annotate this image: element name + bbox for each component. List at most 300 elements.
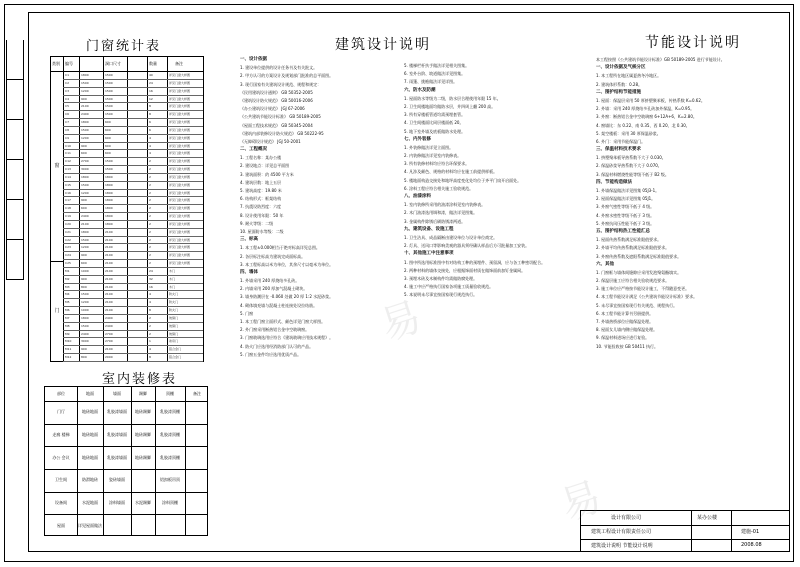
- door-table-cell: 3000: [81, 339, 89, 344]
- door-table-cell: M9: [65, 331, 70, 336]
- door-table-cell: C10: [65, 143, 71, 148]
- text-line: 六、防水及防潮: [404, 87, 436, 93]
- table-row-line: [63, 322, 203, 323]
- table-row-line: [63, 142, 203, 143]
- door-table-cell: 900: [81, 253, 87, 258]
- door-table-cell: 2100: [105, 276, 113, 281]
- text-line: 三、标高: [240, 237, 258, 243]
- door-table-cell: C15: [65, 182, 71, 187]
- text-line: 2. 木门油漆选用调和漆，做法详见图集。: [404, 210, 478, 216]
- door-table-cell: 详见门窗大样图: [169, 127, 191, 132]
- door-table-cell: 2100: [105, 300, 113, 305]
- door-table-cell: 6: [149, 120, 151, 125]
- deco-table-cell: 地砖地面: [82, 409, 98, 415]
- deco-table-cell: 屋面: [57, 522, 65, 528]
- door-table-cell: 8: [149, 355, 151, 360]
- door-table-cell: C24: [65, 253, 71, 258]
- door-table-cell: 详见门窗大样图: [169, 182, 191, 187]
- text-line: 1. 室内装修所采用的油漆涂料见室内装修表。: [404, 202, 486, 208]
- door-table-cell: 2: [149, 174, 151, 179]
- door-table-cell: M3: [65, 284, 70, 289]
- door-table-cell: M10: [65, 339, 72, 344]
- door-table-cell: 详见门窗大样图: [169, 80, 191, 85]
- text-line: 1. 屋面传热系数满足标准限值要求。: [596, 237, 662, 243]
- door-hdr-type: 类别: [52, 61, 60, 66]
- deco-row-line: [45, 401, 207, 402]
- door-table-cell: 详见门窗大样图: [169, 253, 191, 258]
- text-line: 1. 本工程门窗立面形式、颜色详见门窗大样图。: [240, 319, 326, 324]
- text-line: 3. 外窗气密性等级不低于 4 级。: [596, 204, 655, 210]
- door-table-cell: 1500: [105, 159, 113, 164]
- text-line: 3. 所有穿楼板管道均需预埋套管。: [404, 112, 466, 118]
- text-line: 八、油漆涂料: [404, 194, 431, 199]
- door-table-cell: 40: [149, 73, 153, 77]
- door-table-cell: 1500: [105, 96, 113, 101]
- door-table-cell: 4: [149, 143, 151, 148]
- door-table-cell: 1500: [81, 80, 89, 85]
- text-line: 1. 屋面防水等级为二级，防水层合理使用年限 15 年。: [404, 95, 501, 101]
- door-table-cell: C2: [65, 80, 70, 85]
- table-row-line: [63, 126, 203, 127]
- text-line: 4. 卫生间楼面比同层楼面低 20。: [404, 120, 464, 126]
- text-line: 1. 外装修做法详见立面图。: [404, 144, 454, 150]
- door-table-cell: 铝合金门: [169, 355, 182, 360]
- text-line: 1. 外墙保温做法详见图集 05J3-1。: [596, 188, 660, 193]
- deco-header-cell: 踢脚: [139, 391, 147, 396]
- text-line: 5. 外窗抗风压性能不低于 3 级。: [596, 220, 655, 226]
- text-line: 2. 屋面保温做法详见图集 05J1。: [596, 196, 656, 202]
- door-table-cell: 详见门窗大样图: [169, 120, 191, 125]
- table-row-line: [63, 228, 203, 229]
- door-table-cell: 2400: [105, 323, 113, 328]
- door-table-cell: 1800: [105, 206, 113, 211]
- door-window-table: [50, 56, 204, 362]
- text-line: 十、其他施工中注意事项: [404, 251, 454, 257]
- door-table-cell: 1500: [81, 237, 89, 242]
- door-table-cell: 600: [105, 127, 111, 132]
- text-line: 6. 本工程节能计算书另册提供。: [596, 310, 654, 316]
- door-table-cell: 2100: [105, 268, 113, 273]
- door-table-cell: 木门: [169, 268, 176, 273]
- deco-table-cell: 水泥地面: [82, 500, 98, 505]
- text-line: 1. 图中所选用标准图中有对结构工种的预埋件、预留洞，应与各工种密切配合。: [404, 259, 546, 265]
- text-line: 5. 未尽事宜按国家现行有关规范、规程执行。: [596, 302, 678, 308]
- tb-company: 设计有限公司: [611, 515, 642, 521]
- door-table-cell: 详见门窗大样图: [169, 206, 191, 211]
- door-table-cell: 2: [149, 245, 151, 250]
- tb-drawing-no: 建施-01: [741, 529, 760, 535]
- text-line: 四、节能构造做法: [596, 179, 632, 185]
- door-table-cell: 详见门窗大样图: [169, 229, 191, 234]
- text-line: 1. 卫生洁具、成品隔断由建设单位与设计单位商定。: [404, 234, 498, 240]
- door-table-cell: 2400: [81, 331, 89, 336]
- door-table-cell: C16: [65, 190, 71, 195]
- text-line: 2. 保温层施工应符合相关验收规范要求。: [596, 278, 670, 284]
- table-row-line: [63, 259, 203, 260]
- deco-table-cell: 乳胶漆墙面: [107, 454, 127, 460]
- door-table-cell: 1200: [81, 190, 89, 195]
- text-line: 6. 室外台阶、坡道做法详见图集。: [404, 71, 466, 77]
- door-table-cell: 2400: [105, 315, 113, 320]
- tb-company2: 建筑工程设计有限责任公司: [591, 529, 652, 535]
- text-line: 3. 预埋木砖及木制构件均需做防腐处理。: [404, 275, 478, 281]
- table-row-line: [63, 95, 203, 96]
- door-table-cell: 1500: [81, 323, 89, 328]
- text-line: 4. 建筑层数：地上五层: [240, 179, 282, 185]
- door-table-cell: 1800: [81, 315, 89, 320]
- door-table-cell: 1800: [105, 182, 113, 187]
- door-table-cell: C13: [65, 167, 71, 172]
- deco-table-cell: 乳胶漆顶棚: [160, 409, 180, 415]
- text-line: 3. 外窗传热系数及遮阳系数满足标准限值要求。: [596, 253, 682, 259]
- door-table-cell: 2700: [81, 159, 89, 164]
- door-table-cell: 2: [149, 331, 151, 336]
- door-table-cell: 2400: [81, 214, 89, 219]
- text-line: 2. 内墙采用 200 厚加气混凝土砌块。: [240, 286, 308, 292]
- text-line: 5. 门窗: [240, 310, 254, 316]
- door-table-cell: 900: [81, 198, 87, 203]
- text-line: 2. 保温砂浆导热系数不大于 0.070。: [596, 163, 662, 169]
- door-table-cell: 2400: [81, 112, 89, 117]
- text-line: 3. 建筑面积：约 4500 平方米: [240, 171, 294, 177]
- door-table-cell: 2: [149, 237, 151, 242]
- door-table-cell: 防火门: [169, 308, 179, 313]
- text-line: 4. 施工中应严格执行国家各项施工质量验收规范。: [404, 284, 494, 290]
- door-hdr-qty: 数量: [149, 61, 157, 66]
- arch-design-title: 建筑设计说明: [335, 37, 431, 53]
- door-table-cell: 2100: [81, 104, 89, 109]
- door-table-cell: C22: [65, 237, 71, 242]
- deco-table-cell: 乳胶漆墙面: [107, 409, 127, 415]
- table-row-line: [63, 134, 203, 135]
- text-line: 2. 内装修做法详见室内装修表。: [404, 153, 462, 159]
- door-table-cell: C1: [65, 73, 70, 77]
- door-table-cell: 900: [81, 276, 87, 281]
- deco-table-cell: 乳胶漆顶棚: [160, 454, 180, 460]
- text-line: 二、工程概况: [240, 147, 267, 153]
- deco-header-cell: 部位: [57, 391, 65, 396]
- door-table-cell: 1000: [81, 268, 89, 273]
- door-table-cell: 玻璃门: [169, 323, 179, 328]
- door-table-cell: M12: [65, 355, 72, 360]
- text-line: 7. 外墙热桥部位应做保温处理。: [596, 319, 654, 324]
- text-line: 10. 节能验收按 GB 50411 执行。: [596, 343, 659, 349]
- door-table-cell: 24: [149, 268, 153, 273]
- door-table-cell: 防火门: [169, 300, 179, 305]
- door-table-cell: 详见门窗大样图: [169, 174, 191, 179]
- door-table-cell: 详见门窗大样图: [169, 167, 191, 172]
- title-block: [580, 510, 790, 552]
- door-table-cell: 1500: [105, 167, 113, 172]
- text-line: 5. 架空楼板：采用 30 厚保温砂浆。: [596, 130, 661, 136]
- deco-header-cell: 墙面: [113, 391, 121, 396]
- door-table-cell: 2100: [105, 347, 113, 352]
- deco-table-cell: 铝扣板吊顶: [160, 477, 180, 483]
- door-table-cell: C8: [65, 127, 70, 132]
- door-hdr-size: 洞口尺寸: [105, 61, 121, 66]
- door-table-cell: C25: [65, 261, 71, 266]
- door-table-cell: 4: [149, 292, 151, 297]
- interior-deco-table: [44, 386, 208, 536]
- door-table-cell: M5: [65, 300, 70, 305]
- door-table-cell: 详见门窗大样图: [169, 143, 191, 148]
- text-line: 二、围护结构节能措施: [596, 89, 641, 95]
- text-line: 5. 楼梯栏杆扶手做法详见相关图集。: [404, 63, 470, 68]
- text-line: 4. 凡涉及颜色、规格的材料均应在施工前提供样板。: [404, 169, 498, 175]
- door-table-cell: 3000: [81, 167, 89, 172]
- text-line: 1. 工程名称：某办公楼: [240, 155, 282, 161]
- deco-table-cell: 水泥踢脚: [135, 500, 151, 505]
- deco-table-cell: 乳胶漆顶棚: [160, 432, 180, 437]
- door-table-cell: C4: [65, 96, 70, 101]
- door-table-cell: 4: [149, 300, 151, 305]
- door-table-cell: 1200: [81, 300, 89, 305]
- text-line: 9. 耐火等级：二级: [240, 220, 274, 226]
- door-table-cell: 2: [149, 190, 151, 195]
- arch-text-column-2: [404, 62, 545, 299]
- door-table-cell: 2700: [105, 331, 113, 336]
- door-table-cell: 1500: [81, 182, 89, 187]
- text-line: 1. 建设单位提供的设计任务书及有关批文。: [240, 65, 318, 71]
- deco-row-line: [45, 469, 207, 470]
- door-table-cell: C20: [65, 221, 71, 226]
- table-row-line: [63, 345, 203, 346]
- door-table-cell: 1800: [105, 221, 113, 226]
- text-line: 2. 两种材料的墙体交接处，应根据饰面材质在做饰面前加钉金属网。: [404, 267, 526, 273]
- door-table-cell: 详见门窗大样图: [169, 104, 191, 109]
- tb-drawing: 建筑设计说明 节能设计说明: [591, 543, 653, 549]
- door-table-cell: 详见门窗大样图: [169, 151, 191, 156]
- door-table-cell: 1200: [81, 245, 89, 250]
- door-table-cell: 2: [149, 253, 151, 258]
- arch-text-column-1: [240, 56, 333, 359]
- door-table-cell: 8: [149, 104, 151, 109]
- door-hdr-code: 编号: [65, 61, 73, 66]
- text-line: 4. 砌体填充墙与混凝土柱连接处设拉结筋。: [240, 302, 318, 308]
- table-row-line: [63, 189, 203, 190]
- deco-table-cell: 卫生间: [55, 477, 67, 483]
- table-row-line: [63, 330, 203, 331]
- deco-table-cell: 地砖地面: [82, 432, 98, 437]
- door-table-cell: 卷帘门: [169, 339, 179, 344]
- text-line: 1. 屋面：保温层采用 50 厚挤塑聚苯板，传热系数 K=0.62。: [596, 97, 705, 103]
- door-table-cell: 详见门窗大样图: [169, 221, 191, 226]
- text-line: 5. 本说明未尽事宜按国家现行规范执行。: [404, 292, 478, 298]
- deco-table-cell: 瓷砖墙面: [109, 477, 125, 483]
- text-line: 一、设计依据及气候分区: [596, 65, 646, 71]
- text-line: 3. 墙身防潮层在 -0.060 处做 20 厚 1:2 水泥砂浆。: [240, 294, 334, 300]
- door-table-cell: 4: [149, 135, 151, 140]
- door-table-cell: 2100: [105, 245, 113, 250]
- table-row-line: [63, 181, 203, 182]
- door-table-cell: 1500: [81, 292, 89, 297]
- door-table-cell: C14: [65, 174, 71, 179]
- door-table-cell: 1800: [105, 214, 113, 219]
- door-table-cell: 防火门: [169, 292, 179, 297]
- deco-row-line: [45, 514, 207, 515]
- door-table-cell: M6: [65, 308, 70, 313]
- text-line: 《建筑设计防火规范》 GB 50016-2006: [240, 97, 313, 103]
- door-table-cell: 2100: [105, 253, 113, 258]
- door-table-cell: 900: [81, 96, 87, 101]
- door-table-cell: 1: [149, 339, 151, 344]
- table-row-line: [63, 337, 203, 338]
- text-line: 4. 外窗水密性等级不低于 3 级。: [596, 212, 655, 218]
- table-row-line: [63, 298, 203, 299]
- text-line: 5. 楼地面构造交接处和地坪高度变化处均位于齐平门扇开启面处。: [404, 177, 522, 183]
- text-line: 5. 建筑高度：19.80 米: [240, 188, 282, 193]
- text-line: 3. 现行国家有关建筑设计规范、规程和规定：: [240, 81, 322, 87]
- table-row-line: [63, 87, 203, 88]
- door-table-cell: C7: [65, 120, 70, 125]
- door-table-cell: 900: [81, 143, 87, 148]
- door-table-cell: 详见门窗大样图: [169, 214, 191, 219]
- door-table-cell: 铝合金门: [169, 347, 182, 352]
- tb-project: 某办公楼: [697, 515, 718, 521]
- text-line: 五、围护结构热工性能汇总: [596, 228, 650, 234]
- table-row-line: [63, 212, 203, 213]
- door-table-cell: M1: [65, 268, 70, 273]
- door-table-cell: 2100: [81, 221, 89, 226]
- section-door: 门: [51, 261, 63, 362]
- table-row-line: [63, 165, 203, 166]
- door-table-cell: 2: [149, 198, 151, 203]
- text-line: 3. 金属构件除锈后刷防锈漆两道。: [404, 218, 466, 224]
- text-line: 七、内外装修: [404, 136, 431, 142]
- door-table-cell: 详见门窗大样图: [169, 96, 191, 101]
- door-table-cell: 2: [149, 206, 151, 211]
- text-line: 6. 涂料工程应符合相关施工验收规范。: [404, 185, 474, 191]
- door-table-cell: 2100: [105, 229, 113, 234]
- text-line: 《屋面工程技术规范》 GB 50345-2004: [240, 122, 313, 128]
- text-line: 《公共建筑节能设计标准》 GB 50189-2005: [240, 114, 321, 120]
- door-table-cell: 4: [149, 347, 151, 352]
- deco-header-cell: 备注: [193, 391, 201, 396]
- door-table-cell: 800: [81, 355, 87, 360]
- table-row-line: [63, 361, 203, 362]
- door-table-cell: M2: [65, 276, 70, 281]
- text-line: 一、设计依据: [240, 57, 267, 62]
- door-table-cell: 2100: [105, 292, 113, 297]
- text-line: 2. 外门窗采用断热铝合金中空玻璃窗。: [240, 327, 310, 333]
- deco-table-cell: 走廊 楼梯: [52, 432, 70, 437]
- text-line: 4. 窗墙比：东 0.22、南 0.35、西 0.20、北 0.30。: [596, 122, 690, 128]
- door-table-cell: 2: [149, 167, 151, 172]
- door-table-cell: C23: [65, 245, 71, 250]
- door-table-cell: 1800: [105, 174, 113, 179]
- door-table-cell: 4: [149, 151, 151, 156]
- interior-deco-title: 室内装修表: [102, 372, 178, 387]
- door-table-cell: 1500: [81, 127, 89, 132]
- door-table-cell: 详见门窗大样图: [169, 88, 191, 93]
- door-table-cell: 600: [81, 206, 87, 211]
- table-row-line: [63, 314, 203, 315]
- door-table-cell: 2: [149, 323, 151, 328]
- door-table-cell: 600: [105, 151, 111, 156]
- door-table-cell: 2100: [105, 284, 113, 289]
- door-table-cell: 600: [81, 151, 87, 156]
- text-line: 2. 建筑体形系数：0.28。: [596, 81, 642, 87]
- deco-table-cell: 地砖踢脚: [135, 432, 151, 437]
- text-line: 3. 本工程标高以米为单位，其余尺寸以毫米为单位。: [240, 261, 334, 267]
- door-table-cell: 1500: [105, 112, 113, 117]
- door-table-cell: M8: [65, 323, 70, 328]
- door-table-cell: M4: [65, 292, 70, 297]
- section-window: 窗: [51, 71, 63, 262]
- deco-table-cell: 地砖踢脚: [135, 409, 151, 415]
- door-table-cell: 详见门窗大样图: [169, 261, 191, 266]
- text-line: 《办公建筑设计规范》 JGJ 67-2006: [240, 106, 305, 112]
- text-line: 《民用建筑设计通则》 GB 50352-2005: [240, 89, 313, 95]
- text-line: 《建筑内部装修设计防火规范》 GB 50222-95: [240, 130, 324, 136]
- door-table-cell: 6: [149, 127, 151, 132]
- door-table-cell: M7: [65, 315, 70, 320]
- door-hdr-note: 备注: [175, 61, 183, 66]
- door-table-cell: 1500: [105, 88, 113, 93]
- door-table-cell: 详见门窗大样图: [169, 190, 191, 195]
- text-line: 2. 灯具、送风口等影响美观的器具须经确认样品后方可批量加工安装。: [404, 243, 530, 249]
- door-table-cell: 2: [149, 159, 151, 164]
- text-line: 2. 建设地点：详见总平面图: [240, 163, 290, 169]
- door-table-cell: 2100: [105, 261, 113, 266]
- deco-table-cell: 设备间: [55, 500, 67, 505]
- text-line: 《无障碍设计规范》 JGJ 50-2001: [240, 138, 301, 144]
- deco-header-cell: 顶棚: [166, 391, 174, 396]
- watermark: 易: [554, 473, 608, 530]
- door-table-cell: C18: [65, 206, 71, 211]
- text-line: 1. 本工程所在地区属夏热冬冷地区。: [596, 73, 662, 79]
- text-line: 3. 保温材料燃烧性能等级不低于 B2 级。: [596, 171, 669, 177]
- text-line: 10. 屋面防水等级：二级: [240, 228, 284, 234]
- text-line: 8. 设计使用年限：50 年: [240, 212, 284, 218]
- text-line: 本工程按照《公共建筑节能设计标准》GB 50189-2005 进行节能设计。: [596, 57, 725, 62]
- door-table-cell: 木门: [169, 276, 176, 281]
- door-table-cell: 1500: [105, 73, 113, 77]
- text-line: 7. 雨篷、挑檐做法详见详图。: [404, 79, 458, 85]
- door-table-cell: 1000: [81, 308, 89, 313]
- text-line: 2. 外墙平均传热系数满足标准限值要求。: [596, 245, 670, 251]
- table-row-line: [63, 267, 203, 268]
- table-row-line: [63, 173, 203, 174]
- door-table-cell: 600: [81, 261, 87, 266]
- text-line: 3. 所有装修材料均应符合环保要求。: [404, 161, 470, 167]
- deco-table-cell: 防滑地砖: [82, 477, 98, 483]
- door-table-cell: 800: [81, 284, 87, 289]
- text-line: 3. 门窗玻璃选用应符合《建筑玻璃应用技术规程》。: [240, 335, 334, 341]
- deco-table-cell: 地砖踢脚: [135, 454, 151, 460]
- door-table-cell: M11: [65, 347, 72, 352]
- text-line: 4. 防火门应选用经消防部门认可的产品。: [240, 343, 314, 349]
- text-line: 4. 本工程节能设计满足《公共建筑节能设计标准》要求。: [596, 294, 698, 300]
- door-table-cell: 2: [149, 182, 151, 187]
- deco-table-cell: 详见屋面做法: [78, 522, 102, 528]
- deco-table-cell: 涂料顶棚: [162, 500, 178, 505]
- table-row-line: [63, 220, 203, 221]
- text-line: 六、其他: [596, 261, 614, 267]
- door-table-cell: 2: [149, 315, 151, 320]
- door-table-cell: 玻璃门: [169, 315, 179, 320]
- deco-table-cell: 办公 会议: [52, 454, 70, 460]
- door-table-cell: 2: [149, 214, 151, 219]
- door-table-cell: 1800: [105, 190, 113, 195]
- door-table-cell: 24: [149, 80, 153, 85]
- door-table-cell: 2: [149, 221, 151, 226]
- door-table-cell: 1200: [81, 135, 89, 140]
- table-row-line: [63, 275, 203, 276]
- door-table-cell: 详见门窗大样图: [169, 135, 191, 140]
- energy-design-title: 节能设计说明: [645, 35, 741, 51]
- table-row-line: [63, 79, 203, 80]
